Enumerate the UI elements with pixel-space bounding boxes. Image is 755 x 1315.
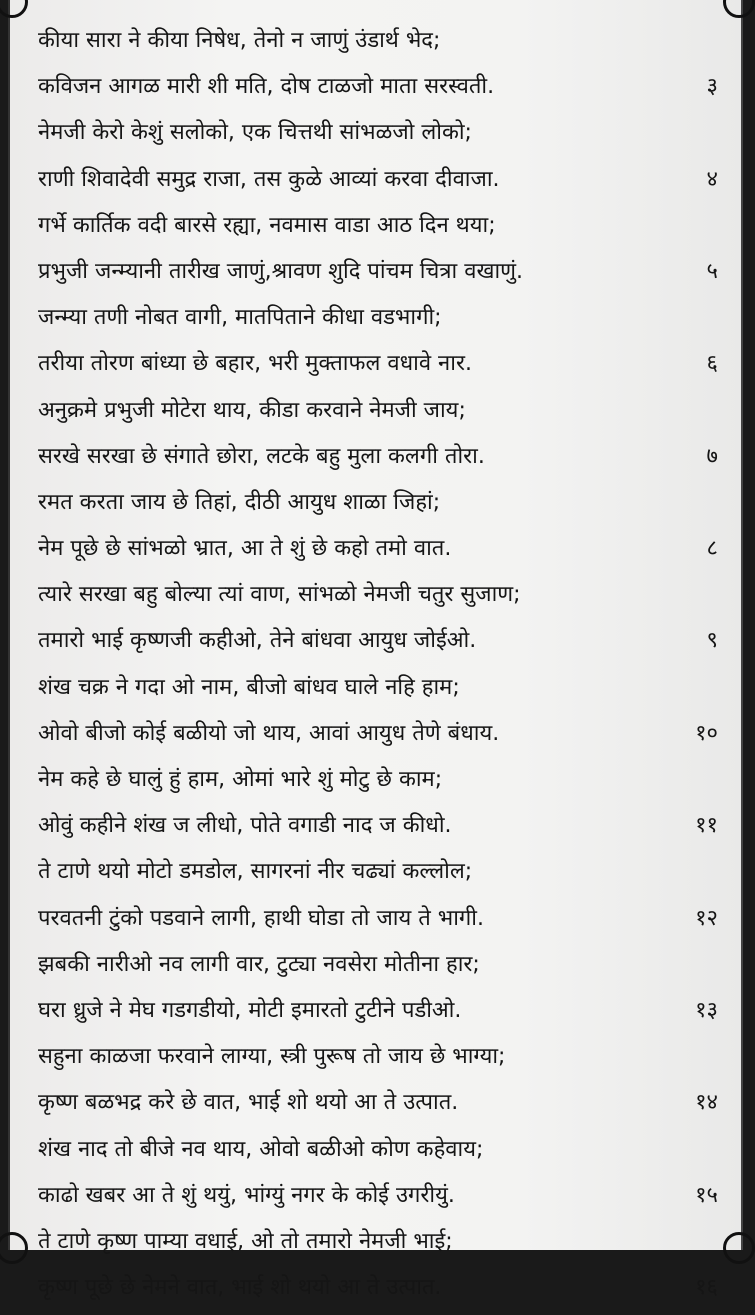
verse-line: [38, 207, 728, 253]
verse-line: [38, 345, 728, 391]
verse-line: [38, 761, 728, 807]
verse-line-text: राणी शिवादेवी समुद्र राजा, तस कुळे आव्यां करवा दीवाजा.: [38, 166, 500, 192]
verse-line-text: कविजन आगळ मारी शी मति, दोष टाळजो माता सरस्वती.: [38, 74, 495, 100]
verse-line-text: नेमजी केरो केशुं सलोको, एक चित्तथी सांभळजो लोको;: [38, 120, 472, 146]
verse-line-text: ते टाणे कृष्ण पाम्या वधाई, ओ तो तमारो नेमजी भाई;: [38, 1228, 453, 1254]
verse-number: ११: [695, 813, 718, 839]
verse-line: [38, 622, 728, 668]
verse-number: १४: [695, 1090, 718, 1116]
verse-line-text: ते टाणे थयो मोटो डमडोल, सागरनां नीर चढ्यां कल्लोल;: [38, 859, 473, 885]
verse-line: [38, 530, 728, 576]
verse-line: [38, 68, 728, 114]
page-sheet: [8, 0, 743, 1301]
verse-line-text: प्रभुजी जन्म्यानी तारीख जाणुं,श्रावण शुदि पांचम चित्रा वखाणुं.: [38, 258, 524, 284]
verse-line: [38, 392, 728, 438]
verse-line-text: कृष्ण पूछे छे नेमने वात, भाई शो थयो आ ते उत्पात.: [38, 1275, 442, 1301]
verse-number: १५: [695, 1182, 718, 1208]
verse-line-text: घरा ध्रुजे ने मेघ गडगडीयो, मोटी इमारतो टुटीने पडीओ.: [38, 997, 462, 1023]
verse-line: [38, 161, 728, 207]
verse-line-text: कीया सारा ने कीया निषेध, तेनो न जाणुं उंडार्थ भेद;: [38, 28, 441, 53]
verse-line-text: रमत करता जाय छे तिहां, दीठी आयुध शाळा जिहां;: [38, 489, 441, 515]
verse-line-text: परवतनी टुंको पडवाने लागी, हाथी घोडा तो जाय ते भागी.: [38, 905, 484, 931]
verse-line: [38, 1223, 728, 1269]
verse-line-text: झबकी नारीओ नव लागी वार, टुट्या नवसेरा मोतीना हार;: [38, 951, 480, 977]
verse-line: [38, 299, 728, 345]
verse-line: [38, 807, 728, 853]
verse-number: १२: [695, 905, 718, 931]
verse-line-text: तमारो भाई कृष्णजी कहीओ, तेने बांधवा आयुध जोईओ.: [38, 628, 477, 654]
verse-line-text: सरखे सरखा छे संगाते छोरा, लटके बहु मुला कलगी तोरा.: [38, 443, 485, 469]
verse-line-text: शंख चक्र ने गदा ओ नाम, बीजो बांधव घाले नहि हाम;: [38, 674, 460, 700]
verse-line-text: काढो खबर आ ते शुं थयुं, भांग्युं नगर के कोई उगरीयुं.: [38, 1182, 455, 1208]
verse-number: ९: [706, 628, 718, 654]
verse-number: ५: [706, 258, 718, 284]
verse-line-text: नेम कहे छे घालुं हुं हाम, ओमां भारे शुं मोटु छे काम;: [38, 767, 443, 792]
verse-line: [38, 992, 728, 1038]
verse-line: [38, 900, 728, 946]
verse-number: ३: [706, 74, 718, 100]
verse-line: [38, 22, 728, 68]
corner-ornament-bottom-left: [0, 1232, 28, 1264]
verse-line-text: त्यारे सरखा बहु बोल्या त्यां वाण, सांभळो नेमजी चतुर सुजाण;: [38, 582, 521, 608]
verse-line: [38, 1269, 728, 1315]
verse-line: [38, 253, 728, 299]
verse-line-text: जन्म्या तणी नोबत वागी, मातपिताने कीधा वडभागी;: [38, 305, 442, 331]
verse-number: १६: [695, 1275, 718, 1301]
verse-line-text: सहुना काळजा फरवाने लाग्या, स्त्री पुरूष तो जाय छे भाग्या;: [38, 1044, 506, 1070]
verse-line-text: कृष्ण बळभद्र करे छे वात, भाई शो थयो आ ते उत्पात.: [38, 1090, 459, 1116]
verse-number: ७: [706, 443, 718, 469]
verse-line: [38, 438, 728, 484]
verse-number: ४: [706, 166, 718, 192]
verse-line: [38, 853, 728, 899]
verse-number: ८: [706, 536, 718, 562]
verse-line: [38, 1131, 728, 1177]
verse-line-text: ओवुं कहीने शंख ज लीधो, पोते वगाडी नाद ज कीधो.: [38, 813, 452, 839]
verse-line-text: नेम पूछे छे सांभळो भ्रात, आ ते शुं छे कहो तमो वात.: [38, 536, 452, 562]
verse-line: [38, 1177, 728, 1223]
verse-line: [38, 114, 728, 160]
verse-line: [38, 484, 728, 530]
verse-number: ६: [706, 351, 718, 377]
verse-line: [38, 946, 728, 992]
verse-line-text: शंख नाद तो बीजे नव थाय, ओवो बळीओ कोण कहेवाय;: [38, 1136, 484, 1162]
verse-line: [38, 715, 728, 761]
corner-ornament-top-left: [0, 0, 28, 18]
verse-line-text: गर्भे कार्तिक वदी बारसे रह्या, नवमास वाडा आठ दिन थया;: [38, 212, 496, 238]
verse-line-text: तरीया तोरण बांध्या छे बहार, भरी मुक्ताफल वधावे नार.: [38, 351, 472, 377]
verse-number: १३: [695, 997, 718, 1023]
verse-list: [38, 22, 728, 1315]
verse-line: [38, 576, 728, 622]
verse-line-text: ओवो बीजो कोई बळीयो जो थाय, आवां आयुध तेणे बंधाय.: [38, 720, 500, 746]
verse-line-text: अनुक्रमे प्रभुजी मोटेरा थाय, कीडा करवाने नेमजी जाय;: [38, 397, 466, 423]
corner-ornament-top-right: [723, 0, 755, 18]
verse-line: [38, 1038, 728, 1084]
verse-line: [38, 1084, 728, 1130]
verse-number: १०: [695, 720, 718, 746]
verse-line: [38, 669, 728, 715]
